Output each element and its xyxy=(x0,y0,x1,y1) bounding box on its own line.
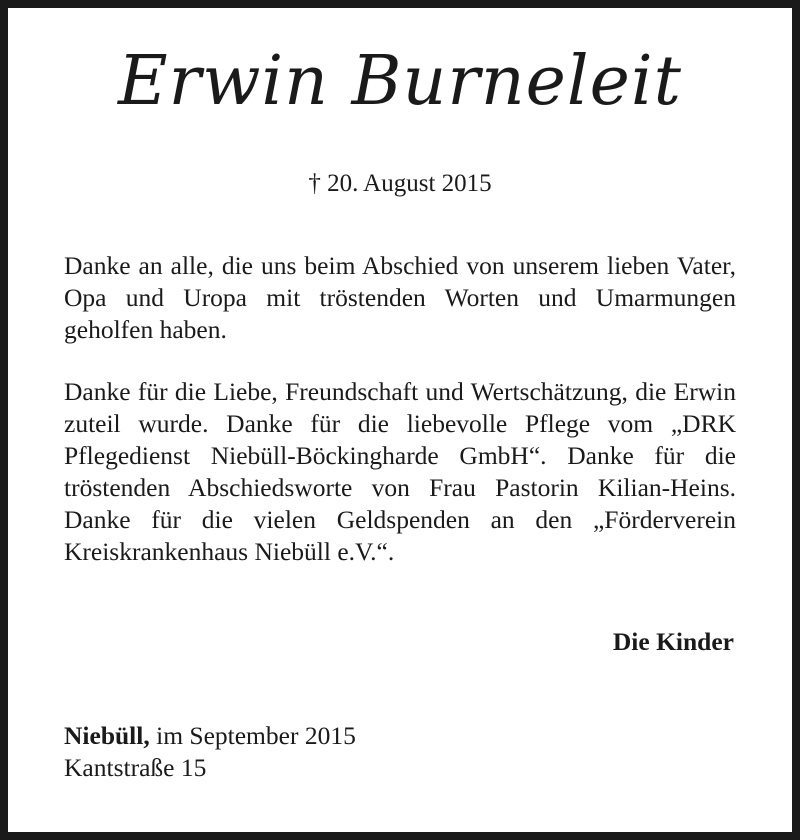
address: Kantstraße 15 xyxy=(64,753,207,782)
place-date-line xyxy=(64,720,356,752)
date-text: im September 2015 xyxy=(149,721,356,750)
deceased-name: Erwin Burneleit xyxy=(118,42,682,121)
thanks-paragraph-2: Danke für die Liebe, Freundschaft und Wertschätzung, die Erwin zuteil wurde. Danke für die liebevolle Pflege vom „DRK Pflegedienst Niebüll-Böckingharde GmbH“. Danke für die tröstenden Abschiedsworte von Frau Pastorin Kilian-Heins. Danke für die vielen Geldspenden an den „Förderverein Kreiskrankenhaus Niebüll e.V.“. xyxy=(64,377,736,566)
place-name: Niebüll, xyxy=(64,721,150,750)
thanks-paragraph-1: Danke an alle, die uns beim Abschied von unserem lieben Vater, Opa und Uropa mit tröstenden Worten und Umarmungen geholfen haben. xyxy=(64,251,736,344)
signature: Die Kinder xyxy=(612,627,734,656)
death-date: † 20. August 2015 xyxy=(308,170,492,197)
